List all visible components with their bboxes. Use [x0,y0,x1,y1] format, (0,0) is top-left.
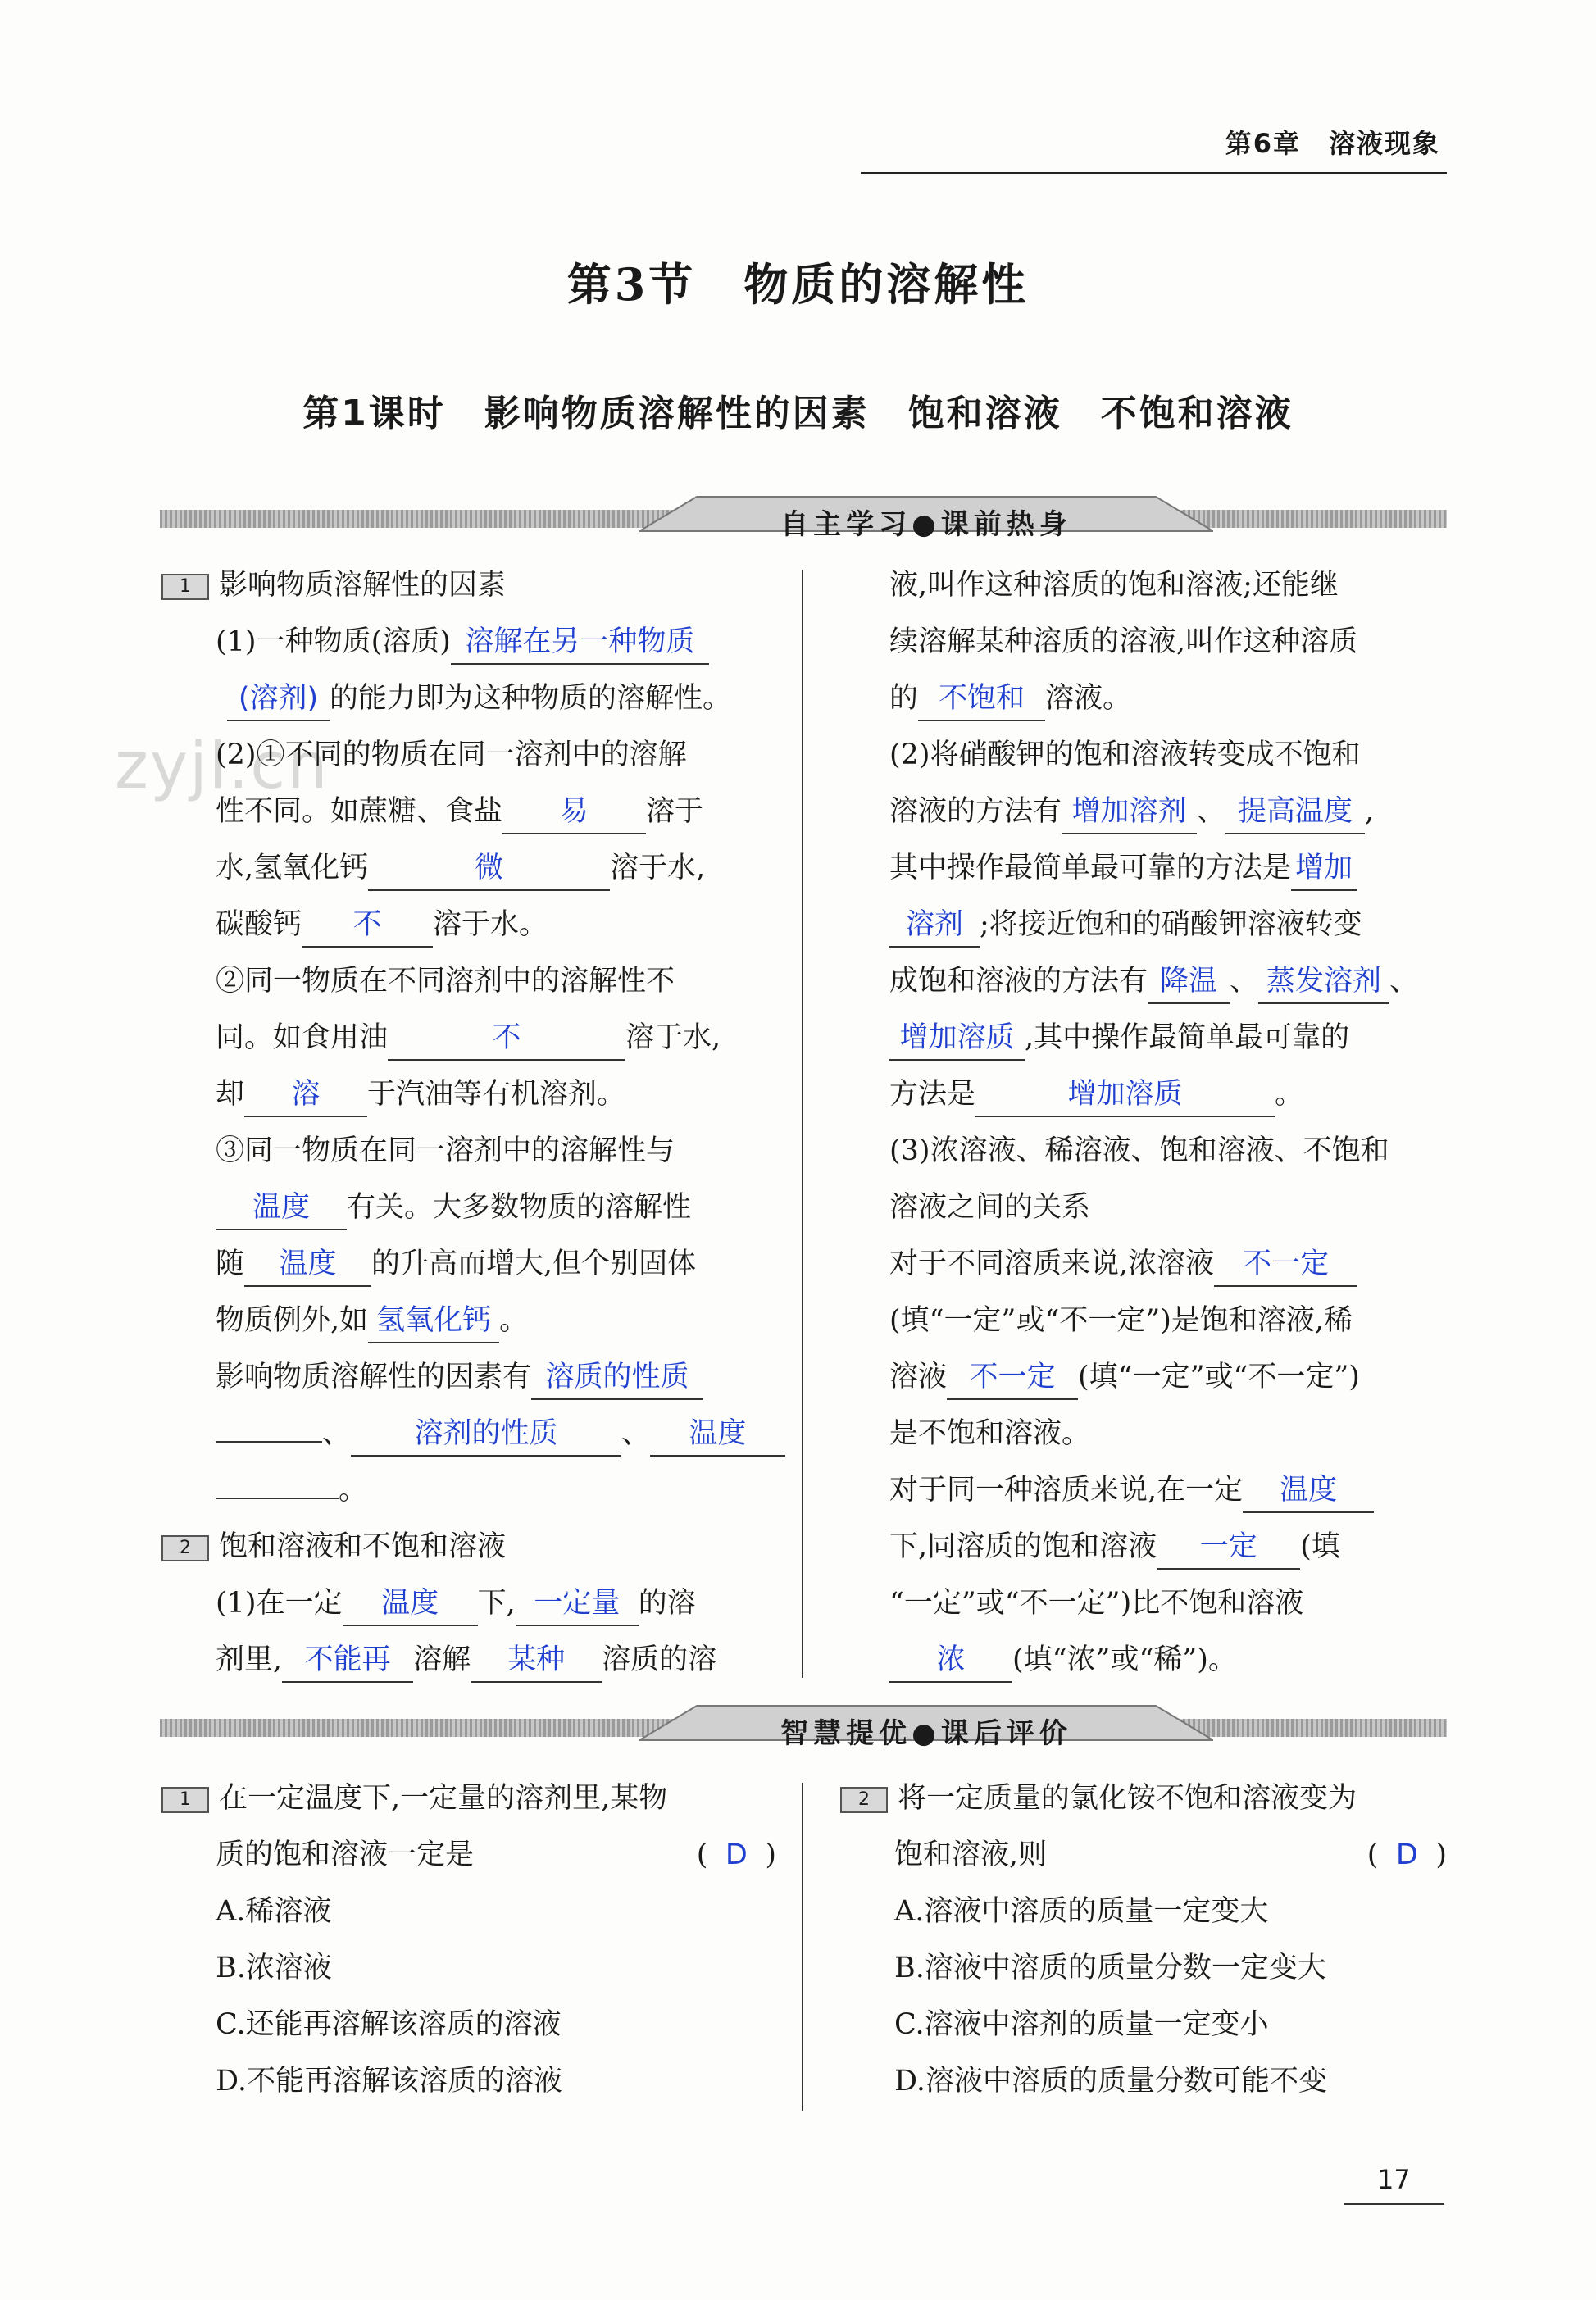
answer-blank: 溶剂 [889,903,980,948]
chapter-header: 第6章 溶液现象 [1225,128,1440,159]
question-heading [161,557,793,614]
text-line [161,1349,793,1406]
option-c: C.溶液中溶剂的质量一定变小 [894,2008,1269,2041]
text: 溶于 [646,795,704,828]
column-divider [802,570,803,1678]
text: 溶于水, [610,852,706,884]
banner-plate [639,1701,1213,1758]
text: 碳酸钙 [216,908,302,941]
text: ;将接近饱和的硝酸钾溶液转变 [980,908,1362,941]
text-line [161,1236,793,1293]
text-line: (填“一定”或“不一定”)是饱和溶液,稀 [889,1304,1353,1337]
option-b: B.浓溶液 [216,1952,332,1984]
banner-self-study [160,492,1447,549]
answer-blank: 某种 [471,1639,602,1683]
text: 、 [322,1417,352,1450]
text: 剂里, [216,1643,283,1676]
answer-blank: 提高温度 [1225,790,1365,834]
text: 其中操作最简单最可靠的方法是 [889,852,1292,884]
text-line [889,1236,1447,1293]
question-number: 1 [161,574,209,600]
text: (1)一种物质(溶质) [216,625,451,658]
text-line [889,784,1447,840]
answer-blank: 氢氧化钙 [368,1299,499,1343]
text: (填 [1300,1530,1340,1563]
answer-blank: 溶剂的性质 [351,1412,621,1457]
text-line [161,897,793,953]
text: 、 [1197,795,1226,828]
text-line [161,1066,793,1123]
answer-bracket [697,1827,776,1884]
answer-blank: 微 [368,847,610,891]
text: 对于同一种溶质来说,在一定 [889,1474,1244,1507]
text-line [889,670,1447,727]
answer-blank: 增加溶质 [889,1016,1025,1061]
answer-blank: 不 [388,1016,625,1061]
text-line: 溶液之间的关系 [889,1191,1091,1224]
answer-blank: 一定量 [516,1582,639,1626]
text: 饱和溶液,则 [894,1839,1048,1871]
text: 方法是 [889,1078,976,1111]
text-line [161,614,793,670]
text: 随 [216,1248,245,1280]
answer-blank: 溶解在另一种物质 [451,620,709,665]
question-number: 2 [161,1535,209,1561]
answer-blank: 温度 [216,1186,347,1230]
text-line: 液,叫作这种溶质的饱和溶液;还能继 [889,569,1339,602]
text: 。 [339,1474,368,1507]
bracket-open: ( [696,1839,708,1871]
text: 溶液 [889,1361,948,1393]
option-b: B.溶液中溶质的质量分数一定变大 [894,1952,1326,1984]
answer-blank: 一定 [1157,1525,1300,1570]
text: 下, [477,1587,516,1620]
answer-blank: 增加溶剂 [1062,790,1197,834]
text: 的溶 [638,1587,696,1620]
answer-blank: 浓 [889,1639,1012,1683]
bracket-close: ) [1435,1839,1447,1871]
answer-blank: 易 [502,790,646,834]
text: 水,氢氧化钙 [216,852,369,884]
answer-bracket [1367,1827,1447,1884]
text-line: 续溶解某种溶质的溶液,叫作这种溶质 [889,625,1358,658]
option-a: A.溶液中溶质的质量一定变大 [894,1895,1269,1928]
answer-blank: (溶剂) [227,677,330,721]
choice-answer: D [725,1839,748,1871]
quiz-question-1 [161,1770,793,2110]
text: 。 [499,1304,529,1337]
text: 将一定质量的氯化铵不饱和溶液变为 [898,1782,1357,1815]
text-line [161,1632,793,1689]
text-line: (3)浓溶液、稀溶液、饱和溶液、不饱和 [889,1134,1389,1167]
text: 。 [1275,1078,1304,1111]
answer-blank [216,1441,322,1443]
banner-text: 自主学习●课前热身 [780,508,1072,541]
quiz-question-2 [840,1770,1447,2110]
answer-blank: 不能再 [282,1639,413,1683]
heading-text: 饱和溶液和不饱和溶液 [219,1530,507,1563]
text: 溶质的溶 [602,1643,717,1676]
text-line [161,1406,793,1462]
answer-blank: 降温 [1148,960,1230,1004]
text: 同。如食用油 [216,1021,389,1054]
text: 溶于水。 [433,908,548,941]
question-number: 2 [840,1787,888,1813]
question-heading [161,1519,793,1575]
answer-blank: 溶 [244,1073,367,1117]
option-d: D.不能再溶解该溶质的溶液 [216,2065,562,2098]
text: 的升高而增大,但个别固体 [371,1248,697,1280]
text-line [889,1349,1447,1406]
text-line: ②同一物质在不同溶剂中的溶解性不 [216,965,675,998]
text-line [161,670,793,727]
answer-blank: 溶质的性质 [531,1356,703,1400]
column-divider [802,1783,803,2111]
text: 、 [621,1417,651,1450]
text: 在一定温度下,一定量的溶剂里,某物 [219,1782,668,1815]
text-line [161,1293,793,1349]
text: 溶液。 [1045,682,1132,715]
text: 溶于水, [625,1021,721,1054]
text-line [161,1180,793,1236]
text: (填“浓”或“稀”)。 [1012,1643,1237,1676]
text: 溶液的方法有 [889,795,1062,828]
answer-blank [216,1498,339,1499]
text-line: ③同一物质在同一溶剂中的溶解性与 [216,1134,675,1167]
text-line: 是不饱和溶液。 [889,1417,1091,1450]
page-number-rule [1344,2203,1444,2205]
text-line [889,897,1447,953]
text-line [889,953,1447,1010]
question-stem [161,1770,793,1827]
text: 、 [1389,965,1419,998]
text: 性不同。如蔗糖、食盐 [216,795,503,828]
text-line [161,840,793,897]
answer-blank: 不一定 [947,1356,1078,1400]
text-line [889,1519,1447,1575]
text-line [889,840,1447,897]
option-d: D.溶液中溶质的质量分数可能不变 [894,2065,1327,2098]
left-column [161,557,793,1689]
text: 下,同溶质的饱和溶液 [889,1530,1157,1563]
text-line [889,1462,1447,1519]
question-stem [840,1770,1447,1827]
text: 于汽油等有机溶剂。 [367,1078,626,1111]
option-a: A.稀溶液 [216,1895,332,1928]
text: 的 [889,682,919,715]
text-line [161,1010,793,1066]
text: 成饱和溶液的方法有 [889,965,1148,998]
answer-blank: 温度 [343,1582,478,1626]
text: ,其中操作最简单最可靠的 [1025,1021,1350,1054]
text: 却 [216,1078,245,1111]
answer-blank: 不一定 [1214,1243,1357,1287]
question-stem [840,1827,1447,1884]
text-line [889,1010,1447,1066]
text: 质的饱和溶液一定是 [216,1839,475,1871]
text-line: (2)①不同的物质在同一溶剂中的溶解 [216,739,687,771]
text: 有关。大多数物质的溶解性 [347,1191,692,1224]
text: 溶解 [413,1643,471,1676]
option-c: C.还能再溶解该溶质的溶液 [216,2008,562,2041]
text-line [161,1575,793,1632]
text-line [161,784,793,840]
question-number: 1 [161,1787,209,1813]
text-line [889,1066,1447,1123]
text: , [1365,795,1375,828]
answer-blank: 温度 [650,1412,785,1457]
question-stem [161,1827,793,1884]
bracket-open: ( [1366,1839,1379,1871]
watermark: zyjl.cn [115,730,330,803]
banner-plate [639,492,1213,549]
answer-blank: 增加溶质 [975,1073,1275,1117]
page-number: 17 [1377,2164,1411,2195]
header-rule [861,172,1447,174]
answer-blank: 不 [302,903,433,948]
choice-answer: D [1395,1839,1418,1871]
section-title: 第3节 物质的溶解性 [566,258,1030,311]
text: (1)在一定 [216,1587,343,1620]
banner-text: 智慧提优●课后评价 [780,1717,1072,1750]
text: 的能力即为这种物质的溶解性。 [330,682,732,715]
text: 对于不同溶质来说,浓溶液 [889,1248,1215,1280]
text: (填“一定”或“不一定”) [1078,1361,1360,1393]
right-column [889,557,1447,1689]
answer-blank: 温度 [1243,1469,1374,1513]
text-line [889,1632,1447,1689]
answer-blank: 蒸发溶剂 [1258,960,1389,1004]
text-line: (2)将硝酸钾的饱和溶液转变成不饱和 [889,739,1361,771]
answer-blank: 增加 [1291,847,1357,891]
text: 物质例外,如 [216,1304,369,1337]
banner-post-class [160,1701,1447,1758]
heading-text: 影响物质溶解性的因素 [219,569,507,602]
answer-blank: 温度 [244,1243,371,1287]
text: 、 [1230,965,1259,998]
text-line [161,1462,793,1519]
text-line: “一定”或“不一定”)比不饱和溶液 [889,1587,1304,1620]
lesson-title: 第1课时 影响物质溶解性的因素 饱和溶液 不饱和溶液 [302,393,1294,434]
text: 影响物质溶解性的因素有 [216,1361,532,1393]
answer-blank: 不饱和 [918,677,1045,721]
bracket-close: ) [765,1839,776,1871]
